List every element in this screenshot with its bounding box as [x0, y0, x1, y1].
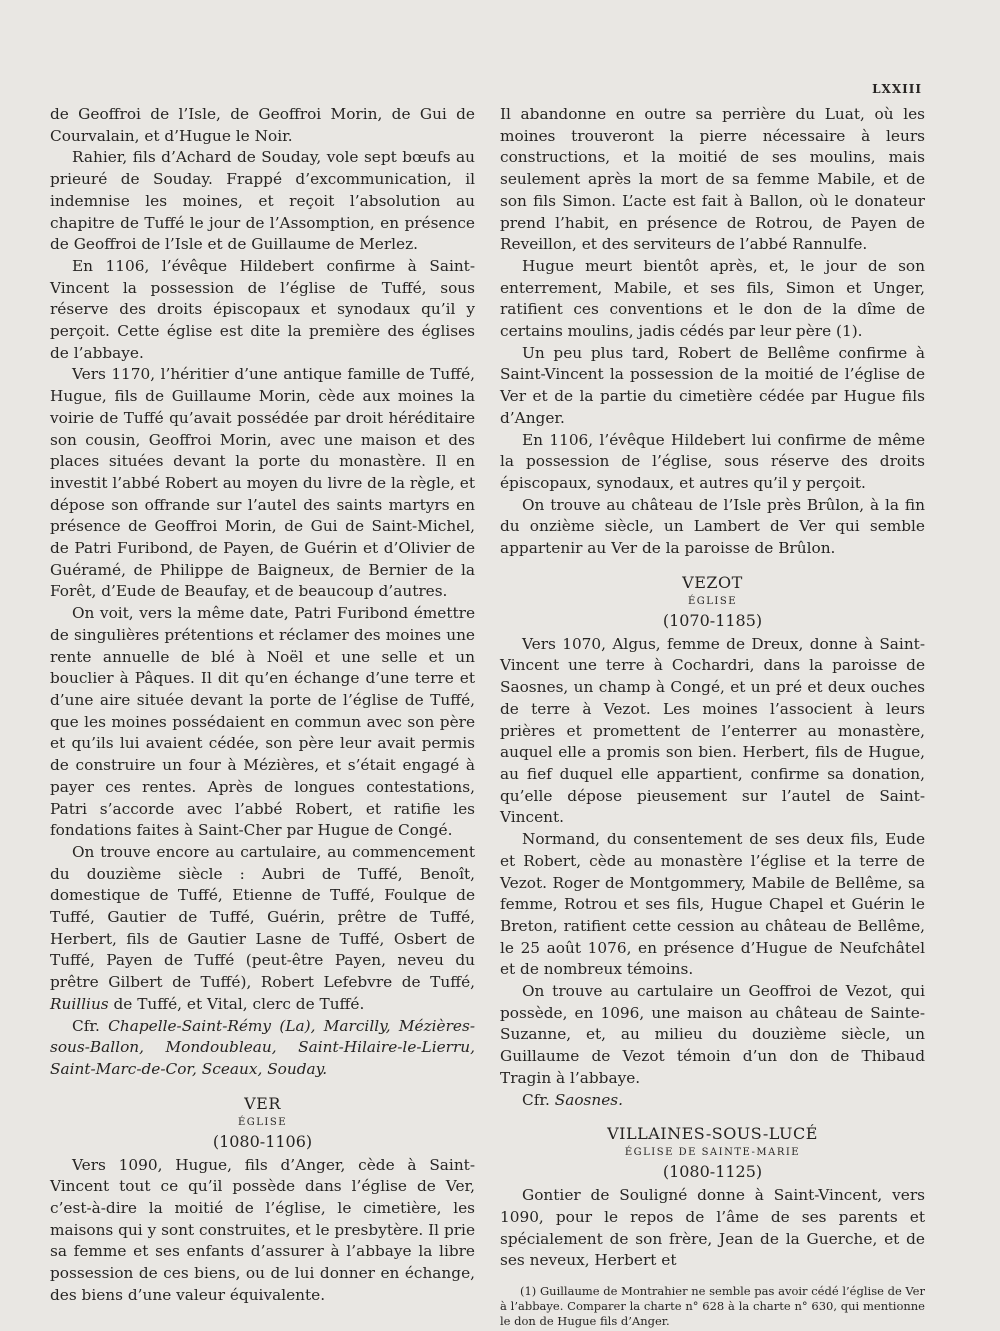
section-subtitle: ÉGLISE	[687, 595, 738, 607]
paragraph: Un peu plus tard, Robert de Bellême confirme à Saint-Vincent la possession de la moitié de l’église de Ver et de la partie du cimetière cédée par Hugue fils d’Anger.	[500, 343, 925, 427]
paragraph: de Geoffroi de l’Isle, de Geoffroi Morin, de Gui de Courvalain, et d’Hugue le Noir.	[50, 105, 475, 145]
section-title: VER	[244, 1093, 281, 1113]
text-run: On trouve encore au cartulaire, au commencement du douzième siècle : Aubri de Tuffé, Benoît, domestique de Tuffé, Etienne de Tuffé, Foulque de Tuffé, Gautier de Tuffé, Guérin, prêtre de Tuffé, Herbert, fils de Gautier Lasne de Tuffé, Osbert de Tuffé, Payen de Tuffé (peut-être Payen, neveu du prêtre Gilbert de Tuffé), Robert Lefebvre de Tuffé,	[50, 842, 475, 992]
section-title: VEZOT	[682, 572, 743, 592]
paragraph: On trouve au château de l’Isle près Brûlon, à la fin du onzième siècle, un Lambert de Ver qui semble appartenir au Ver de la paroisse de Brûlon.	[500, 495, 925, 558]
paragraph: Vers 1090, Hugue, fils d’Anger, cède à Saint-Vincent tout ce qu’il possède dans l’église de Ver, c’est-à-dire la moitié de l’église, le cimetière, les maisons qui y sont construites, et le presbytère. Il prie sa femme et ses enfants d’assurer à l’abbaye la libre possession de ces biens, ou de lui donner en échange, des biens d’une valeur équivalente.	[50, 1155, 475, 1304]
left-column	[50, 104, 475, 1307]
cross-reference	[500, 1090, 925, 1112]
paragraph: On voit, vers la même date, Patri Furibond émettre de singulières prétentions et réclamer des moines une rente annuelle de blé à Noël et une selle et un bouclier à Pâques. Il dit qu’en échange d’une terre et d’une aire située devant la porte de l’église de Tuffé, que les moines possédaient en commun avec son père et qu’ils lui avaient cédée, son père leur avait permis de construire un four à Mézières, et s’était engagé à payer ces rentes. Après de longues contestations, Patri s’accorde avec l’abbé Robert, et ratifie les fondations faites à Saint-Cher par Hugue de Congé.	[50, 604, 475, 840]
section-dates: (1080-1106)	[212, 1131, 313, 1151]
page-number: LXXIII	[872, 82, 922, 96]
paragraph: Rahier, fils d’Achard de Souday, vole sept bœufs au prieuré de Souday. Frappé d’excommunication, il indemnise les moines, et reçoit l’absolution au chapitre de Tuffé le jour de l’Assomption, en présence de Geoffroi de l’Isle et de Guillaume de Merlez.	[50, 148, 475, 254]
footnote: (1) Guillaume de Montrahier ne semble pas avoir cédé l’église de Ver à l’abbaye. Comparer la charte n° 628 à la charte n° 630, qui mentionne le don de Hugue fils d’Anger.	[500, 1284, 925, 1329]
cross-reference	[50, 1016, 475, 1081]
section-heading-ver	[50, 1093, 475, 1153]
paragraph: Vers 1070, Algus, femme de Dreux, donne à Saint-Vincent une terre à Cochardri, dans la paroisse de Saosnes, un champ à Congé, et un pré et deux ouches de terre à Vezot. Les moines l’associent à leurs prières et promettent de l’enterrer au monastère, auquel elle a promis son bien. Herbert, fils de Hugue, au fief duquel elle appartient, confirme sa donation, qu’elle dépose pieusement sur l’autel de Saint-Vincent.	[500, 634, 925, 827]
paragraph: Vers 1170, l’héritier d’une antique famille de Tuffé, Hugue, fils de Guillaume Morin, cède aux moines la voirie de Tuffé qu’avait possédée par droit héréditaire son cousin, Geoffroi Morin, avec une maison et des places situées devant la porte du monastère. Il en investit l’abbé Robert au moyen du livre de la règle, et dépose son offrande sur l’autel des saints martyrs en présence de Geoffroi Morin, de Gui de Saint-Michel, de Patri Furibond, de Payen, de Guérin et d’Olivier de Guéramé, de Philippe de Baigneux, de Bernier de la Forêt, d’Eude de Beaufay, et de beaucoup d’autres.	[50, 365, 475, 601]
paragraph: Il abandonne en outre sa perrière du Luat, où les moines trouveront la pierre nécessaire à leurs constructions, et la moitié de ses moulins, mais seulement après la mort de sa femme Mabile, et de son fils Simon. L’acte est fait à Ballon, où le donateur prend l’habit, en présence de Rotrou, de Payen de Reveillon, et des serviteurs de l’abbé Rannulfe.	[500, 105, 925, 254]
paragraph: Normand, du consentement de ses deux fils, Eude et Robert, cède au monastère l’église et la terre de Vezot. Roger de Montgommery, Mabile de Bellême, sa femme, Rotrou et ses fils, Hugue Chapel et Guérin le Breton, ratifient cette cession au château de Bellême, le 25 août 1076, en présence d’Hugue de Neufchâtel et de nombreux témoins.	[500, 830, 925, 979]
section-heading-vezot	[500, 572, 925, 632]
italic-name: Ruillius	[50, 994, 109, 1013]
cfr-list: Saosnes.	[554, 1090, 624, 1109]
cfr-label: Cfr.	[72, 1016, 109, 1035]
section-dates: (1070-1185)	[662, 610, 763, 630]
paragraph: En 1106, l’évêque Hildebert confirme à Saint-Vincent la possession de l’église de Tuffé, sous réserve des droits épiscopaux et synodaux qu’il y perçoit. Cette église est dite la première des églises de l’abbaye.	[50, 256, 475, 362]
cfr-list: Chapelle-Saint-Rémy (La), Marcilly, Mézières-sous-Ballon, Mondoubleau, Saint-Hilaire-le-Lierru, Saint-Marc-de-Cor, Sceaux, Souday.	[50, 1016, 475, 1078]
section-dates: (1080-1125)	[662, 1162, 763, 1182]
paragraph: En 1106, l’évêque Hildebert lui confirme de même la possession de l’église, sous réserve des droits épiscopaux, synodaux, et autres qu’il y perçoit.	[500, 430, 925, 492]
section-title: VILLAINES-SOUS-LUCÉ	[607, 1124, 818, 1144]
paragraph: Gontier de Souligné donne à Saint-Vincent, vers 1090, pour le repos de l’âme de ses parents et spécialement de son frère, Jean de la Guerche, et de ses neveux, Herbert et	[500, 1186, 925, 1270]
paragraph: On trouve au cartulaire un Geoffroi de Vezot, qui possède, en 1096, une maison au château de Sainte-Suzanne, et, au milieu du douzième siècle, un Guillaume de Vezot témoin d’un don de Thibaud Tragin à l’abbaye.	[500, 982, 925, 1087]
paragraph: Hugue meurt bientôt après, et, le jour de son enterrement, Mabile, et ses fils, Simon et Unger, ratifient ces conventions et le don de la dîme de certains moulins, jadis cédés par leur père (1).	[500, 256, 925, 341]
section-subtitle: ÉGLISE DE SAINTE-MARIE	[624, 1147, 801, 1159]
text-run: de Tuffé, et Vital, clerc de Tuffé.	[108, 994, 365, 1013]
section-subtitle: ÉGLISE	[237, 1116, 288, 1128]
cfr-label: Cfr.	[522, 1090, 555, 1109]
section-heading-villaines	[500, 1123, 925, 1183]
paragraph	[50, 842, 475, 1016]
right-column	[500, 104, 925, 1329]
